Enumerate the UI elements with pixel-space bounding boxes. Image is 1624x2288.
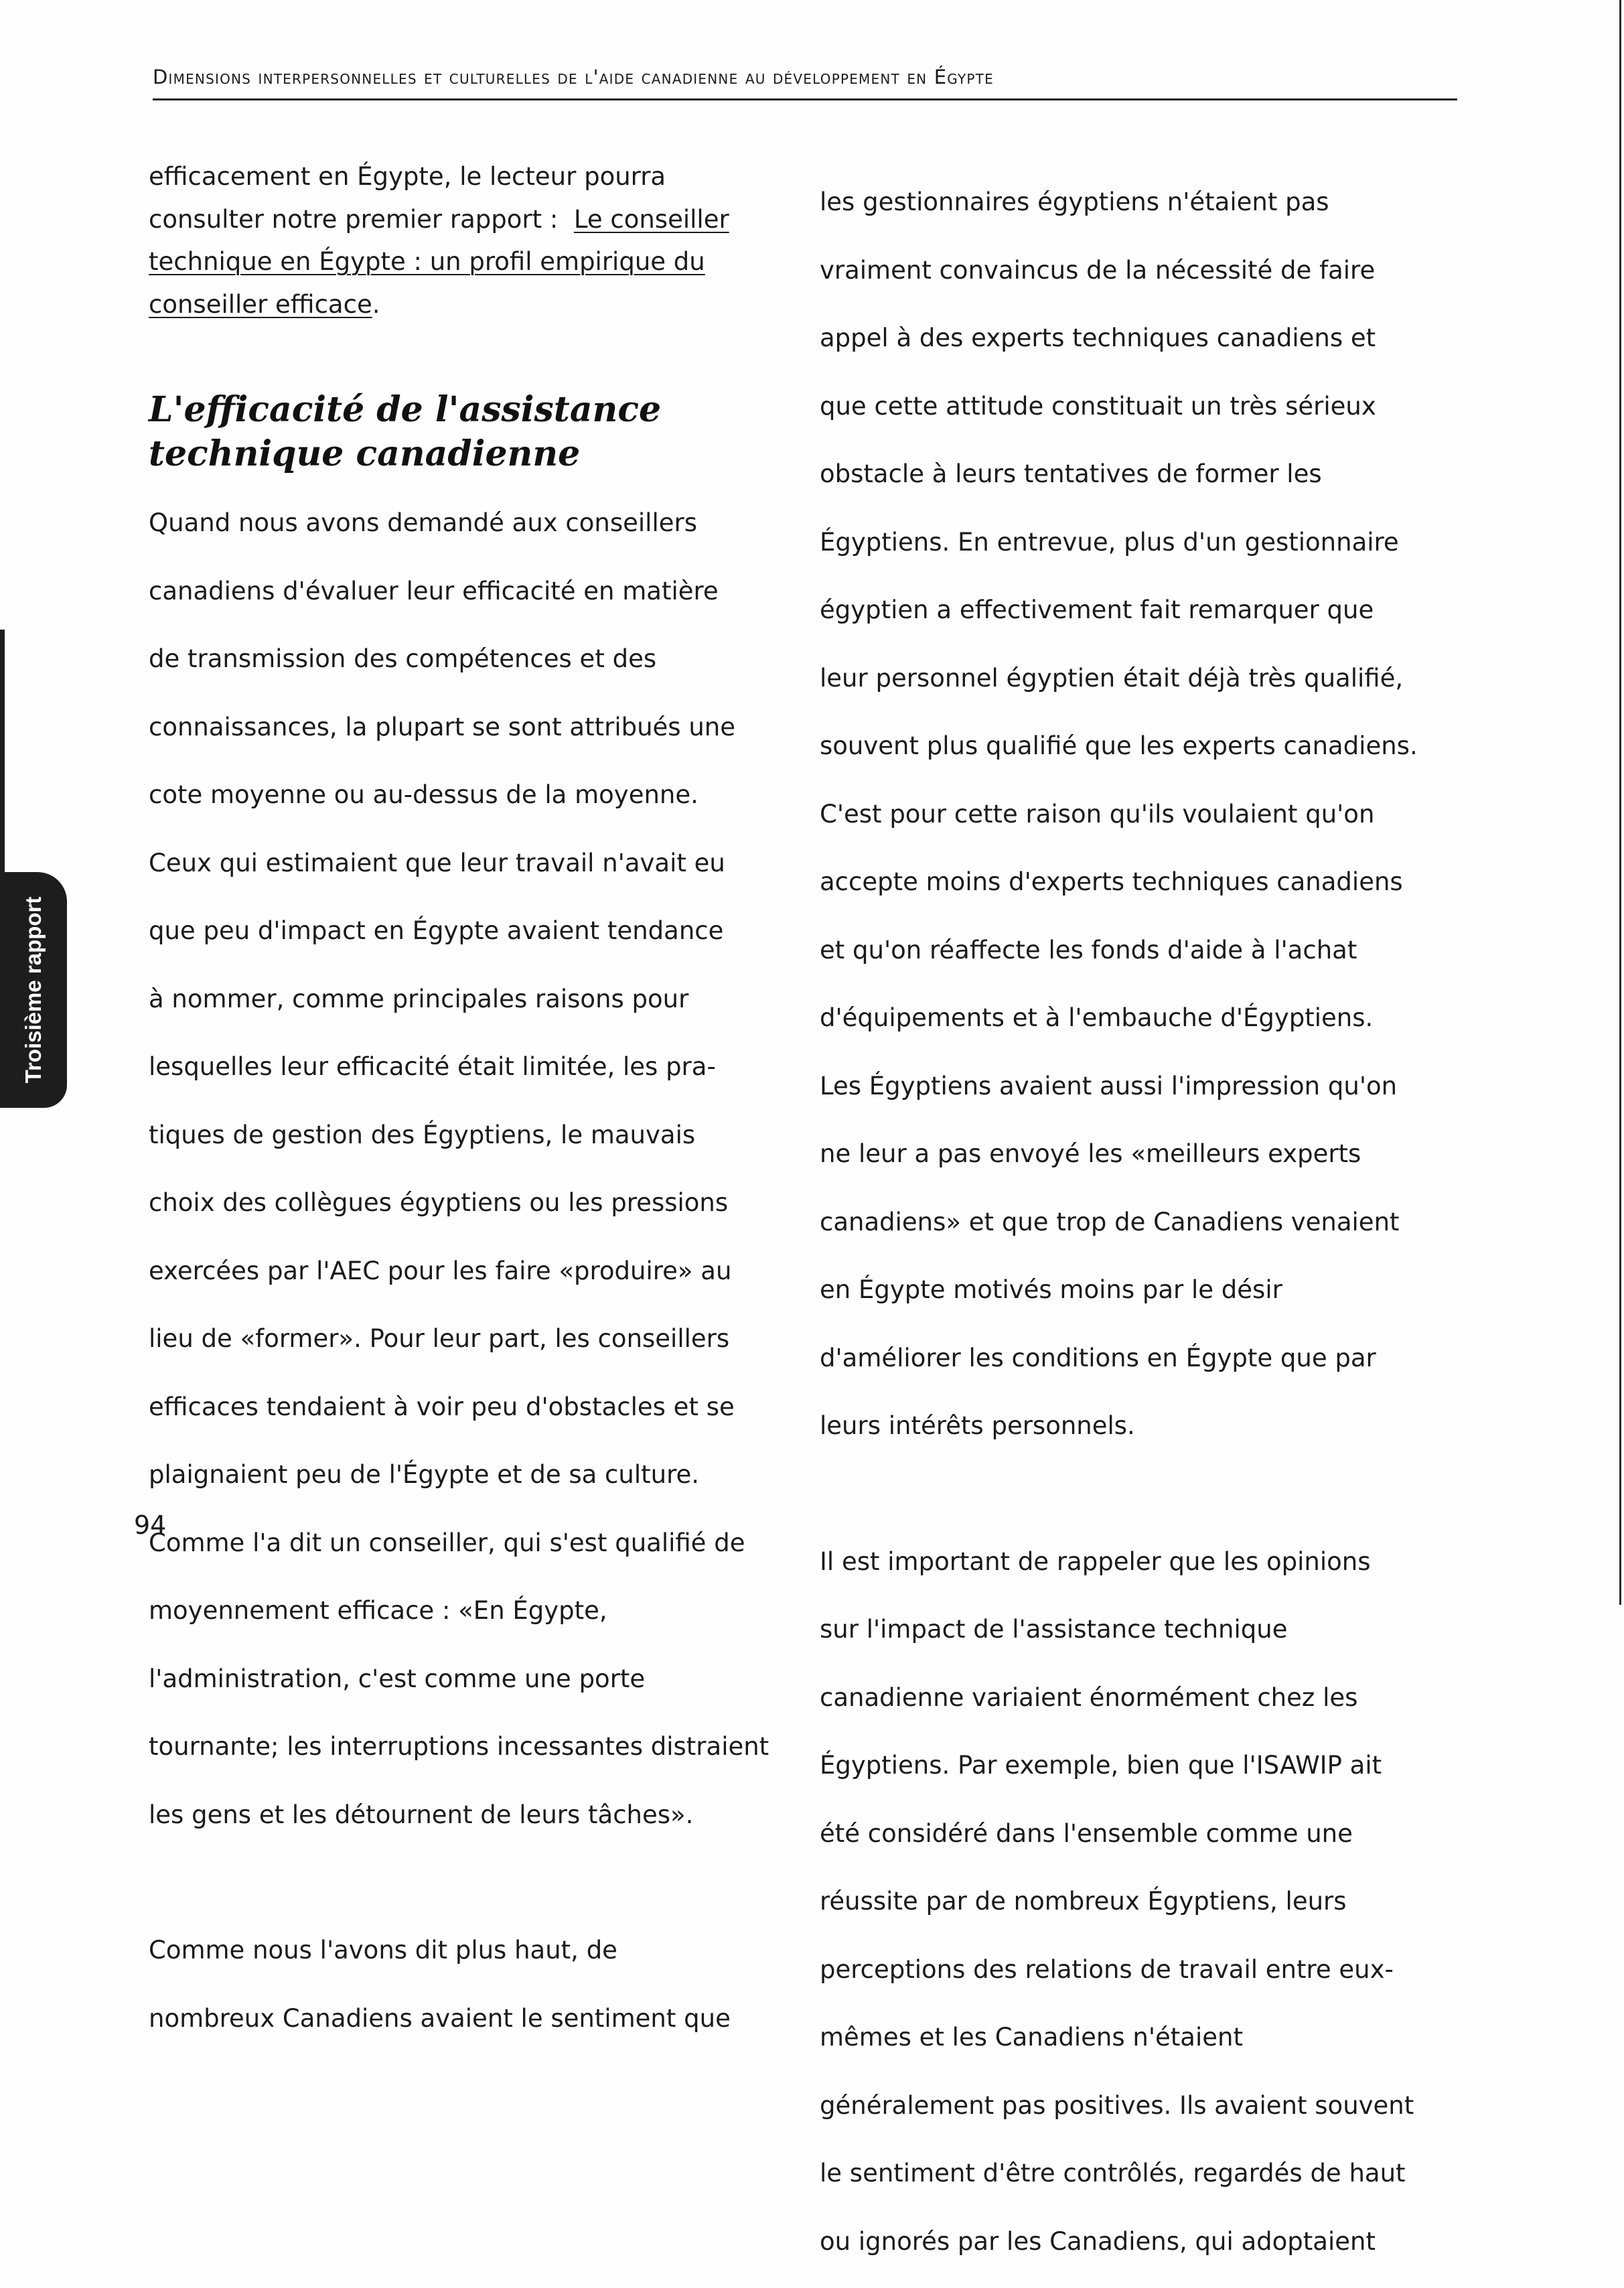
running-header: Dimensions interpersonnelles et culturelles de l'aide canadienne au développement en Égypte (153, 66, 1457, 88)
paragraph (149, 476, 792, 1861)
body-line: Comme l'a dit un conseiller, qui s'est qualifié de (149, 1522, 792, 1565)
body-line: les gens et les détournent de leurs tâches». (149, 1794, 792, 1837)
body-line: de transmission des compétences et des (149, 638, 792, 681)
body-line: nombreux Canadiens avaient le sentiment que (149, 1997, 792, 2040)
report-title-link[interactable]: conseiller efficace (149, 290, 372, 319)
body-line: Égyptiens. Par exemple, bien que l'ISAWIP ait (820, 1744, 1489, 1787)
paragraph (820, 155, 1489, 1473)
body-line: Il est important de rappeler que les opinions (820, 1541, 1489, 1583)
body-line: obstacle à leurs tentatives de former les (820, 453, 1489, 496)
body-line: vraiment convaincus de la nécessité de faire (820, 249, 1489, 292)
body-line: appel à des experts techniques canadiens et (820, 317, 1489, 360)
body-line: perceptions des relations de travail entre eux- (820, 1948, 1489, 1991)
body-line: que peu d'impact en Égypte avaient tendance (149, 910, 792, 952)
body-line: choix des collègues égyptiens ou les pressions (149, 1182, 792, 1224)
body-line: d'équipements et à l'embauche d'Égyptiens. (820, 997, 1489, 1040)
body-line: été considéré dans l'ensemble comme une (820, 1812, 1489, 1855)
body-line: tournante; les interruptions incessantes distraient (149, 1725, 792, 1768)
body-line: leur personnel égyptien était déjà très qualifié, (820, 657, 1489, 700)
body-line: d'améliorer les conditions en Égypte que par (820, 1337, 1489, 1380)
body-line: Quand nous avons demandé aux conseillers (149, 502, 792, 545)
body-line: ou ignorés par les Canadiens, qui adoptaient (820, 2220, 1489, 2263)
body-line: efficaces tendaient à voir peu d'obstacles et se (149, 1386, 792, 1429)
right-column (820, 155, 1489, 2288)
section-tab (0, 872, 67, 1108)
section-heading: L'efficacité de l'assistance (149, 388, 792, 432)
scan-edge (1619, 0, 1621, 1605)
body-line: réussite par de nombreux Égyptiens, leurs (820, 1880, 1489, 1923)
body-line: cote moyenne ou au-dessus de la moyenne. (149, 774, 792, 816)
body-line: canadiens» et que trop de Canadiens venaient (820, 1201, 1489, 1244)
body-line: canadiens d'évaluer leur efficacité en matière (149, 570, 792, 613)
body-line: C'est pour cette raison qu'ils voulaient qu'on (820, 793, 1489, 836)
body-line: conseiller efficace. (149, 283, 792, 326)
left-column (149, 155, 792, 2065)
body-line: le sentiment d'être contrôlés, regardés de haut (820, 2152, 1489, 2195)
body-line: et qu'on réaffecte les fonds d'aide à l'achat (820, 929, 1489, 972)
body-line: consulter notre premier rapport : Le conseiller (149, 198, 792, 241)
body-line: leurs intérêts personnels. (820, 1405, 1489, 1447)
body-line: souvent plus qualifié que les experts canadiens. (820, 725, 1489, 768)
page-edge-bar (0, 630, 5, 872)
body-line: les gestionnaires égyptiens n'étaient pas (820, 181, 1489, 224)
body-line: généralement pas positives. Ils avaient souvent (820, 2084, 1489, 2127)
body-line: exercées par l'AEC pour les faire «produire» au (149, 1250, 792, 1293)
body-line: mêmes et les Canadiens n'étaient (820, 2016, 1489, 2059)
body-line: en Égypte motivés moins par le désir (820, 1269, 1489, 1311)
body-line: moyennement efficace : «En Égypte, (149, 1589, 792, 1632)
body-line: Égyptiens. En entrevue, plus d'un gestionnaire (820, 521, 1489, 564)
body-line: égyptien a effectivement fait remarquer que (820, 589, 1489, 632)
body-line: Ceux qui estimaient que leur travail n'avait eu (149, 842, 792, 885)
header-rule (153, 98, 1457, 100)
body-line: connaissances, la plupart se sont attribués une (149, 706, 792, 749)
body-line: ne leur a pas envoyé les «meilleurs experts (820, 1133, 1489, 1175)
body-line: Les Égyptiens avaient aussi l'impression qu'on (820, 1065, 1489, 1108)
paragraph (149, 1904, 792, 2065)
body-line: l'administration, c'est comme une porte (149, 1658, 792, 1701)
body-line: que cette attitude constituait un très sérieux (820, 385, 1489, 428)
section-tab-label: Troisième rapport (21, 897, 46, 1084)
page-number: 94 (134, 1510, 166, 1540)
body-line: accepte moins d'experts techniques canadiens (820, 861, 1489, 904)
body-line: efficacement en Égypte, le lecteur pourra (149, 155, 792, 198)
body-line: tiques de gestion des Égyptiens, le mauvais (149, 1114, 792, 1157)
body-line: sur l'impact de l'assistance technique (820, 1608, 1489, 1651)
body-line: Comme nous l'avons dit plus haut, de (149, 1929, 792, 1972)
body-line: lieu de «former». Pour leur part, les conseillers (149, 1317, 792, 1360)
body-line: lesquelles leur efficacité était limitée, les pra- (149, 1046, 792, 1088)
report-title-link[interactable]: technique en Égypte : un profil empirique du (149, 240, 792, 283)
body-line: canadienne variaient énormément chez les (820, 1676, 1489, 1719)
body-line: plaignaient peu de l'Égypte et de sa culture. (149, 1453, 792, 1496)
paragraph (820, 1515, 1489, 2288)
body-line: à nommer, comme principales raisons pour (149, 978, 792, 1021)
section-heading: technique canadienne (149, 432, 792, 476)
report-title-link[interactable]: Le conseiller (574, 205, 729, 234)
